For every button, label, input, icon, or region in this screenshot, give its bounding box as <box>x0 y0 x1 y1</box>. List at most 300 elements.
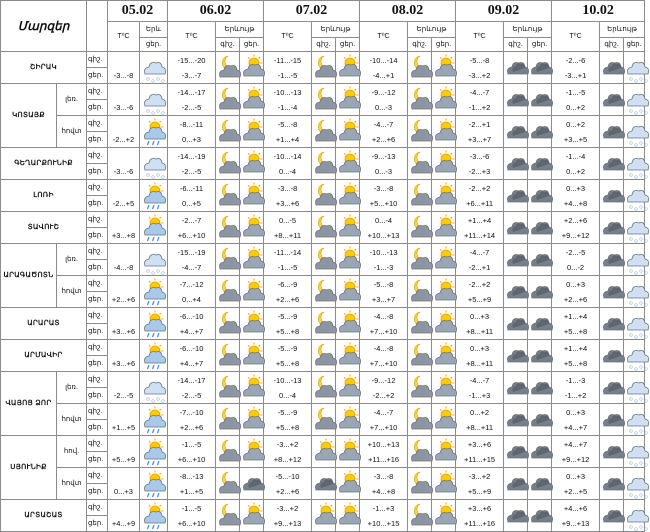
rain-cloud-icon <box>140 308 168 340</box>
temperature-cell <box>168 500 216 532</box>
cloud-icon <box>504 308 528 340</box>
sun-cloud-icon <box>336 406 362 434</box>
temperature-cell <box>552 340 600 372</box>
cloud-icon <box>504 500 528 532</box>
rain-cloud-icon <box>140 340 168 372</box>
region-name: ՏԱՎՈՒՇ <box>1 212 87 244</box>
sun-cloud-icon <box>240 148 264 180</box>
rain-cloud-icon <box>141 342 167 370</box>
cloud-icon <box>600 340 624 372</box>
day-temperature: -3...-7 <box>181 70 202 80</box>
day-temperature: +5...+8 <box>563 326 588 336</box>
night-subheader: գիշ. <box>216 38 240 52</box>
day-temperature: 0...-4 <box>278 390 297 400</box>
night-temperature: +10...+13 <box>367 439 400 449</box>
day-temperature: +2...+6 <box>563 294 588 304</box>
cloud-icon <box>600 436 624 468</box>
temperature-cell <box>456 212 504 244</box>
night-temperature: -8...-11 <box>179 119 204 129</box>
cloud-icon <box>600 500 624 532</box>
temperature-cell <box>168 404 216 436</box>
sun-cloud-icon <box>432 148 456 180</box>
blank-header-cell <box>87 1 108 52</box>
temperature-cell <box>360 180 408 212</box>
temperature-cell <box>456 500 504 532</box>
day-temperature: +7...+10 <box>369 358 398 368</box>
day-temperature: +5...+9 <box>467 486 492 496</box>
snow-cloud-icon <box>624 150 650 178</box>
sun-cloud-icon <box>336 214 362 242</box>
moon-cloud-icon <box>216 180 240 212</box>
night-temperature: -7...-10 <box>179 407 204 417</box>
cloud-icon <box>528 116 552 148</box>
night-temperature: -4...-8 <box>373 343 394 353</box>
sun-cloud-icon <box>336 116 360 148</box>
sun-cloud-icon <box>432 374 458 402</box>
cloud-icon <box>504 438 530 466</box>
day-temperature: +3...+6 <box>111 326 136 336</box>
temperature-cell <box>456 116 504 148</box>
subregion-label: լեռ. <box>57 244 87 276</box>
temperature-cell <box>108 340 140 372</box>
sun-cloud-icon <box>336 212 360 244</box>
temperature-cell <box>552 52 600 84</box>
cloud-icon <box>504 340 528 372</box>
temperature-cell <box>552 468 600 500</box>
night-temperature: -3...-8 <box>373 183 394 193</box>
sun-cloud-icon <box>336 436 360 468</box>
temperature-cell <box>264 276 312 308</box>
day-temperature: +7...+10 <box>369 326 398 336</box>
sun-cloud-icon <box>336 342 362 370</box>
day-temperature: +10...+15 <box>367 518 400 528</box>
cloud-icon <box>312 470 338 498</box>
night-temperature: 0...-4 <box>374 215 393 225</box>
moon-cloud-icon <box>408 118 434 146</box>
cloud-icon <box>504 278 530 306</box>
night-label: գիշ. <box>87 436 108 452</box>
temperature-cell <box>108 468 140 500</box>
night-temperature: -2...-6 <box>565 55 586 65</box>
day-temperature: 0...-3 <box>374 102 393 112</box>
cloud-icon <box>528 406 554 434</box>
sun-cloud-icon <box>240 212 264 244</box>
moon-cloud-icon <box>312 116 336 148</box>
moon-cloud-icon <box>408 406 434 434</box>
cloud-icon <box>600 244 624 276</box>
night-temperature: -2...+2 <box>468 183 491 193</box>
day-temperature: +4...+7 <box>179 326 204 336</box>
date-header: 09.02 <box>456 1 552 22</box>
temperature-cell <box>360 148 408 180</box>
day-temperature: +4...+7 <box>179 358 204 368</box>
temperature-cell <box>264 84 312 116</box>
night-temperature: -5...-10 <box>275 471 300 481</box>
cloud-icon <box>528 340 552 372</box>
cloud-icon <box>528 150 554 178</box>
cloud-icon <box>528 54 554 82</box>
night-temperature: 0...+2 <box>566 119 586 129</box>
snow-cloud-icon <box>624 52 645 84</box>
temperature-cell <box>360 308 408 340</box>
sun-cloud-icon <box>336 438 362 466</box>
day-label: ցեր. <box>87 196 108 212</box>
moon-cloud-icon <box>216 308 240 340</box>
night-temperature: 0...+3 <box>566 407 586 417</box>
rain-cloud-icon <box>141 182 167 210</box>
day-temperature: 0...-2 <box>567 262 585 272</box>
moon-cloud-icon <box>408 278 434 306</box>
day-temperature: +2...+5 <box>563 486 588 496</box>
day-temperature: -1...-3 <box>373 262 394 272</box>
temperature-cell <box>108 308 140 340</box>
rain-cloud-icon <box>140 276 168 308</box>
sun-cloud-icon <box>432 118 458 146</box>
snow-cloud-icon <box>624 438 650 466</box>
day-temperature: +2...+6 <box>275 486 300 496</box>
temp-header: T⁰C <box>360 22 408 52</box>
cloud-icon <box>528 308 552 340</box>
cloud-icon <box>240 468 264 500</box>
region-name: ԿՈՏԱՅՔ <box>1 84 57 148</box>
moon-cloud-icon <box>216 310 242 338</box>
snow-cloud-icon <box>141 374 167 402</box>
day-temperature: +9...+13 <box>273 518 302 528</box>
cloud-icon <box>600 84 624 116</box>
night-temperature: -6...-9 <box>277 279 298 289</box>
night-temperature: -1...-5 <box>181 439 202 449</box>
moon-cloud-icon <box>216 244 240 276</box>
precip-header: Երևույթ <box>600 22 645 38</box>
temperature-cell <box>108 404 140 436</box>
temperature-cell <box>168 308 216 340</box>
day-temperature: +3...+8 <box>111 230 136 240</box>
subregion-label: հովտ <box>57 468 87 500</box>
night-temperature: -15...-19 <box>177 247 206 257</box>
night-temperature: -3...-6 <box>469 151 490 161</box>
night-temperature: -1...-3 <box>565 375 586 385</box>
snow-cloud-icon <box>624 372 645 404</box>
night-label: գիշ. <box>87 308 108 324</box>
temperature-cell <box>552 180 600 212</box>
temperature-cell <box>168 148 216 180</box>
snow-cloud-icon <box>140 84 168 116</box>
moon-cloud-icon <box>312 148 336 180</box>
cloud-icon <box>600 182 626 210</box>
night-temperature: -10...-13 <box>273 375 302 385</box>
night-temperature: -3...-8 <box>277 183 298 193</box>
day-temperature: +1...+5 <box>111 422 136 432</box>
night-temperature: -2...+2 <box>468 279 491 289</box>
moon-cloud-icon <box>312 182 338 210</box>
moon-cloud-icon <box>312 214 338 242</box>
cloud-icon <box>504 374 530 402</box>
snow-cloud-icon <box>624 340 645 372</box>
temperature-cell <box>360 404 408 436</box>
day-temperature: -3...+2 <box>468 70 491 80</box>
moon-cloud-icon <box>216 436 240 468</box>
cloud-icon <box>528 310 554 338</box>
day-label: ցեր. <box>87 164 108 180</box>
moon-cloud-icon <box>312 180 336 212</box>
night-temperature: 0...+3 <box>566 471 586 481</box>
day-subheader: ցեր. <box>336 38 360 52</box>
cloud-icon <box>504 310 530 338</box>
temp-header: T⁰C <box>264 22 312 52</box>
sun-cloud-icon <box>312 438 338 466</box>
temperature-cell <box>108 180 140 212</box>
day-temperature: +5...+8 <box>563 358 588 368</box>
day-temperature: +3...+6 <box>111 358 136 368</box>
cloud-icon <box>528 342 554 370</box>
moon-cloud-icon <box>216 246 242 274</box>
moon-cloud-icon <box>408 244 432 276</box>
sun-cloud-icon <box>336 150 362 178</box>
day-temperature: +6...+11 <box>466 198 494 208</box>
sun-cloud-icon <box>336 340 360 372</box>
day-temperature: +5...+8 <box>275 358 300 368</box>
day-temperature: +8...+11 <box>274 230 301 240</box>
night-temperature: 0...-5 <box>278 215 297 225</box>
cloud-icon <box>528 470 554 498</box>
cloud-icon <box>528 84 552 116</box>
moon-cloud-icon <box>312 54 338 82</box>
cloud-icon <box>504 214 530 242</box>
cloud-icon <box>504 342 530 370</box>
night-subheader: գիշ. <box>408 38 432 52</box>
snow-cloud-icon <box>624 278 650 306</box>
moon-cloud-icon <box>312 246 338 274</box>
date-header: 07.02 <box>264 1 360 22</box>
day-temperature: +6...+10 <box>177 518 206 528</box>
temperature-cell <box>168 468 216 500</box>
temperature-cell <box>108 500 140 532</box>
subregion-label: լեռ. <box>57 84 87 116</box>
moon-cloud-icon <box>408 374 434 402</box>
moon-cloud-icon <box>312 276 336 308</box>
night-temperature: +3...+6 <box>467 439 492 449</box>
snow-cloud-icon <box>624 502 650 530</box>
temperature-cell <box>264 180 312 212</box>
sun-cloud-icon <box>240 278 266 306</box>
snow-cloud-icon <box>140 372 168 404</box>
cloud-icon <box>600 212 624 244</box>
moon-cloud-icon <box>216 340 240 372</box>
day-temperature: +11...+16 <box>463 518 496 528</box>
day-temperature: +8...+11 <box>466 422 494 432</box>
night-temperature: -10...-14 <box>273 151 302 161</box>
day-temperature: 0...+4 <box>182 294 201 304</box>
rain-cloud-icon <box>140 212 168 244</box>
subregion-label: հովտ <box>57 116 87 148</box>
sun-cloud-icon <box>240 276 264 308</box>
day-label: ցեր. <box>87 388 108 404</box>
region-name: ԱՐԱԳԱԾՈՏՆ <box>1 244 57 308</box>
day-temperature: +11...+14 <box>463 230 496 240</box>
sun-cloud-icon <box>432 244 456 276</box>
temperature-cell <box>108 436 140 468</box>
sun-cloud-icon <box>432 150 458 178</box>
temperature-cell <box>168 276 216 308</box>
day-temperature: +2...+6 <box>371 134 396 144</box>
moon-cloud-icon <box>408 404 432 436</box>
day-subheader: ցեր. <box>528 38 552 52</box>
cloud-icon <box>528 278 554 306</box>
temperature-cell <box>456 244 504 276</box>
day-subheader: ցեր. <box>140 38 168 52</box>
precip-header: Երևույթ <box>504 22 552 38</box>
temp-header: T⁰C <box>552 22 600 52</box>
sun-cloud-icon <box>432 438 458 466</box>
night-temperature: -1...-5 <box>565 87 586 97</box>
snow-cloud-icon <box>624 276 645 308</box>
night-temperature: 0...+3 <box>470 311 490 321</box>
moon-cloud-icon <box>216 406 242 434</box>
cloud-icon <box>504 52 528 84</box>
cloud-icon <box>528 276 552 308</box>
night-temperature: -10...-13 <box>369 247 398 257</box>
temperature-cell <box>264 372 312 404</box>
sun-cloud-icon <box>240 246 266 274</box>
day-temperature: -2...-5 <box>181 102 202 112</box>
day-temperature: +4...+8 <box>563 198 588 208</box>
moon-cloud-icon <box>408 438 434 466</box>
temperature-cell <box>456 404 504 436</box>
day-temperature: +1...+5 <box>179 486 204 496</box>
night-temperature: +1...+4 <box>563 343 588 353</box>
day-label: ցեր. <box>87 356 108 372</box>
cloud-icon <box>504 212 528 244</box>
sun-cloud-icon <box>240 214 266 242</box>
moon-cloud-icon <box>216 470 242 498</box>
temperature-cell <box>264 212 312 244</box>
moon-cloud-icon <box>216 372 240 404</box>
day-label: ցեր. <box>87 452 108 468</box>
sun-cloud-icon <box>336 52 360 84</box>
night-subheader: գիշ. <box>600 38 624 52</box>
temperature-cell <box>456 52 504 84</box>
cloud-icon <box>600 214 626 242</box>
sun-cloud-icon <box>432 84 456 116</box>
cloud-icon <box>528 86 554 114</box>
day-label: ցեր. <box>87 516 108 532</box>
rain-cloud-icon <box>140 180 168 212</box>
temperature-cell <box>264 116 312 148</box>
cloud-icon <box>528 182 554 210</box>
day-label: ցեր. <box>87 228 108 244</box>
cloud-icon <box>528 438 554 466</box>
day-temperature: +3...+7 <box>371 294 396 304</box>
night-temperature: -2...-5 <box>565 247 586 257</box>
sun-cloud-icon <box>432 342 458 370</box>
day-label: ցեր. <box>87 68 108 84</box>
day-temperature: -2...+5 <box>112 198 135 208</box>
temperature-cell <box>264 500 312 532</box>
cloud-icon <box>528 246 554 274</box>
moon-cloud-icon <box>216 52 240 84</box>
snow-cloud-icon <box>140 148 168 180</box>
snow-cloud-icon <box>140 244 168 276</box>
sun-cloud-icon <box>336 500 360 532</box>
cloud-icon <box>600 502 626 530</box>
night-label: գիշ. <box>87 212 108 228</box>
temperature-cell <box>264 308 312 340</box>
day-temperature: -2...+2 <box>112 134 135 144</box>
day-temperature: -3...+1 <box>564 70 587 80</box>
night-temperature: +4...+7 <box>563 439 588 449</box>
cloud-icon <box>528 502 554 530</box>
night-temperature: +1...+4 <box>563 311 588 321</box>
region-name: ԱՐԱՐԱՏ <box>1 308 87 340</box>
sun-cloud-icon <box>240 340 264 372</box>
sun-cloud-icon <box>432 436 456 468</box>
sun-cloud-icon <box>336 374 362 402</box>
snow-cloud-icon <box>624 54 650 82</box>
night-temperature: -4...-7 <box>469 87 490 97</box>
cloud-icon <box>600 180 624 212</box>
moon-cloud-icon <box>408 84 432 116</box>
day-temperature: -3...-8 <box>113 70 134 80</box>
night-temperature: -6...-11 <box>179 183 204 193</box>
rain-cloud-icon <box>141 502 167 530</box>
rain-cloud-icon <box>141 470 167 498</box>
cloud-icon <box>504 182 530 210</box>
subregion-label: հովտ <box>57 404 87 436</box>
temperature-cell <box>456 276 504 308</box>
night-label: գիշ. <box>87 500 108 516</box>
sun-cloud-icon <box>336 470 362 498</box>
moon-cloud-icon <box>216 438 242 466</box>
sun-cloud-icon <box>240 86 266 114</box>
moon-cloud-icon <box>216 212 240 244</box>
moon-cloud-icon <box>408 372 432 404</box>
temperature-cell <box>456 436 504 468</box>
moon-cloud-icon <box>216 86 242 114</box>
cloud-icon <box>504 502 530 530</box>
cloud-icon <box>600 406 626 434</box>
day-temperature: -3...-6 <box>113 102 134 112</box>
sun-cloud-icon <box>432 404 456 436</box>
snow-cloud-icon <box>141 246 167 274</box>
cloud-icon <box>504 84 528 116</box>
cloud-icon <box>600 278 626 306</box>
sun-cloud-icon <box>240 118 266 146</box>
cloud-icon <box>528 180 552 212</box>
snow-cloud-icon <box>140 52 168 84</box>
snow-cloud-icon <box>624 342 650 370</box>
moon-cloud-icon <box>216 84 240 116</box>
sun-cloud-icon <box>240 502 266 530</box>
sun-cloud-icon <box>432 54 458 82</box>
rain-cloud-icon <box>141 310 167 338</box>
cloud-icon <box>504 244 528 276</box>
night-temperature: -9...-12 <box>371 87 396 97</box>
moon-cloud-icon <box>408 148 432 180</box>
night-label: գիշ. <box>87 148 108 164</box>
day-temperature: +3...+7 <box>467 134 492 144</box>
night-temperature: 0...+3 <box>470 343 490 353</box>
night-temperature: -3...+2 <box>276 439 299 449</box>
moon-cloud-icon <box>216 116 240 148</box>
sun-cloud-icon <box>432 86 458 114</box>
moon-cloud-icon <box>408 116 432 148</box>
night-temperature: -5...-9 <box>277 311 298 321</box>
night-subheader: գիշ. <box>312 38 336 52</box>
cloud-icon <box>504 246 530 274</box>
cloud-icon <box>528 468 552 500</box>
temperature-cell <box>264 340 312 372</box>
day-label: ցեր. <box>87 420 108 436</box>
